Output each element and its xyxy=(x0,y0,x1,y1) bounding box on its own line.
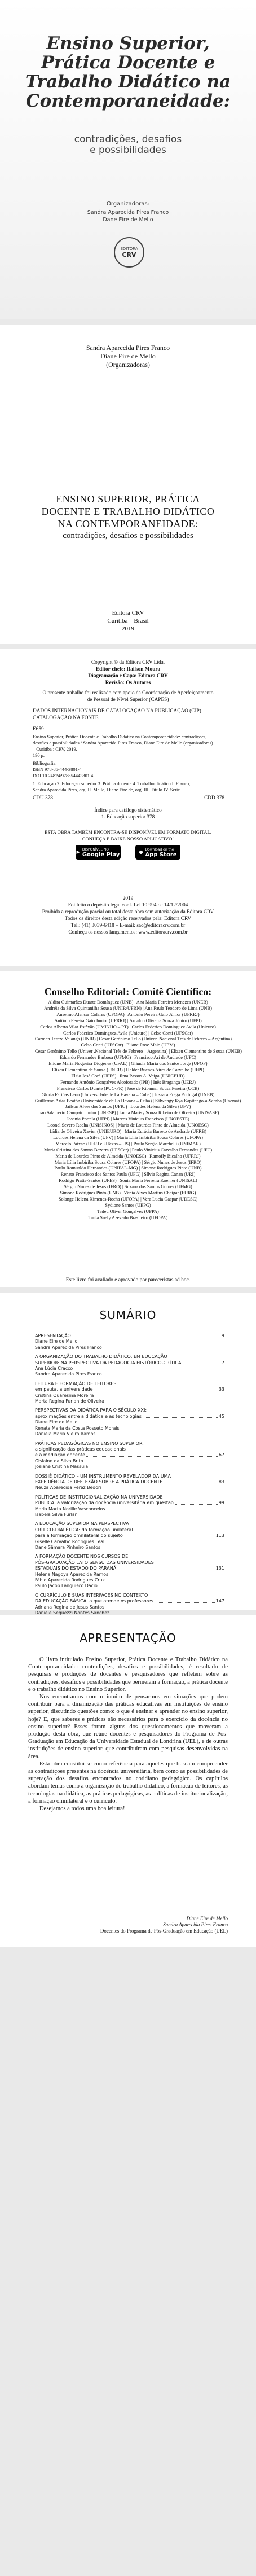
toc-entry-title: DOSSIÊ DIDÁTICO – UM INSTRUMENTO REVELADOR DA UMA xyxy=(35,1473,171,1479)
board-member: Carlos Alberto Vilar Estêvão (UMINHO – PT) | Carlos Federico Dominguez Avila (Unieuro) xyxy=(40,1024,216,1029)
cover-title-line: Contemporaneidade: xyxy=(25,91,231,111)
presentation-signature: Diane Eire de Mello xyxy=(186,1916,228,1921)
toc-author: Daniele Sequezzi Nantes Sanchez xyxy=(35,1610,110,1616)
toc-author: Giselle Carvalho Rodrigues Leal xyxy=(35,1539,105,1544)
index-title: Índice para catálogo sistemático xyxy=(94,808,162,813)
catalog-line: 1. Educação 2. Educação superior 3. Prática docente 4. Trabalho didático I. Franco, xyxy=(33,781,191,786)
toc-entry[interactable] xyxy=(35,1495,224,1518)
google-play-badge[interactable] xyxy=(76,845,121,860)
index-item: 1. Educação superior 378 xyxy=(101,814,155,820)
toc-entry[interactable] xyxy=(35,1333,224,1351)
toc-author: Sandra Aparecida Pires Franco xyxy=(35,1344,102,1350)
half-organizer: Diane Eire de Mello xyxy=(100,352,156,360)
toc-entry-title: O CURRÍCULO E SUAS INTERFACES NO CONTEXTO xyxy=(35,1592,148,1598)
toc-entry[interactable] xyxy=(35,1408,224,1437)
app-badges xyxy=(0,845,256,860)
presentation-paragraph: Esta obra constitui-se como referência para aqueles que buscam compreender as contradições presentes na docência universitária, bem como as possibilidades de superação dos desafios encontrados no cotidiano pedagógico. Os capítulos abordam temas como a organização do trabalho didático, a formação de leitores, as tecnologias na didática, as práticas pedagógicas, as políticas de institucionalização, a formação omnilateral e o currículo. xyxy=(28,1760,228,1804)
cover-subtitle xyxy=(23,134,233,156)
toc-author: Dane Sâmara Pinheiro Santos xyxy=(35,1545,100,1550)
app-store-badge[interactable] xyxy=(135,845,180,860)
funding-line: O presente trabalho foi realizado com apoio da Coordenação de Aperfeiçoamento xyxy=(42,690,214,696)
legal-line: Foi feito o depósito legal conf. Lei 10.994 de 14/12/2004 xyxy=(68,903,188,908)
toc-author: Josiane Cristina Massuia xyxy=(35,1464,89,1470)
toc-entry[interactable] xyxy=(35,1441,224,1470)
cip-heading: DADOS INTERNACIONAIS DE CATALOGAÇÃO NA PUBLICAÇÃO (CIP) xyxy=(33,708,201,714)
cip-subheading: CATALOGAÇÃO NA FONTE xyxy=(33,715,99,721)
toc-leader-dots xyxy=(164,1479,218,1483)
toc-entry[interactable] xyxy=(35,1354,224,1378)
toc-author: Isabela Silva Furlan xyxy=(35,1512,78,1517)
half-city: Curitiba – Brasil xyxy=(107,617,149,624)
toc-entry-title: LEITURA E FORMAÇÃO DE LEITORES: xyxy=(35,1381,118,1386)
board-member: Eduardo Fernandes Barbosa (UFMG) | Francisco Ari de Andrade (UFC) xyxy=(60,1055,196,1061)
board-member: Aldira Guimarães Duarte Domínguez (UNB) | Ana Maria Ferreira Menezes (UNEB) xyxy=(48,1000,208,1005)
toc-entry[interactable] xyxy=(35,1381,224,1405)
ebook-line: ESTA OBRA TAMBÉM ENCONTRA-SE DISPONÍVEL EM FORMATO DIGITAL. xyxy=(45,829,211,835)
logo-crv-text: CRV xyxy=(122,251,136,259)
toc-author: Adriana Regina de Jesus Santos xyxy=(35,1604,105,1610)
presentation-body xyxy=(28,1656,228,1812)
half-year: 2019 xyxy=(122,625,134,632)
half-publisher: Editora CRV xyxy=(112,610,144,616)
toc-entry[interactable] xyxy=(35,1521,224,1550)
editorial-board-page xyxy=(0,971,256,1287)
table-of-contents-page xyxy=(0,1293,256,1616)
board-member: Sérgio Nunes de Jesus (IFRO) | Suzana dos Santos Gomes (UFMG) xyxy=(64,1184,192,1190)
copyright-page xyxy=(0,649,256,966)
funding-line: de Pessoal de Nível Superior (CAPES) xyxy=(87,697,169,703)
toc-author: Ana Lúcia Cracco xyxy=(35,1366,73,1372)
catalog-line: DOI 10.24824/978854443801.4 xyxy=(33,773,94,778)
board-members-list xyxy=(35,1000,242,1221)
board-member: Francisco Carlos Duarte (PUC-PR) | José de Ribamar Sousa Pereira (UCB) xyxy=(56,1085,200,1091)
cover-page xyxy=(0,0,256,319)
toc-author: Maria Marta Norille Vasconcelos xyxy=(35,1506,105,1512)
design-line: Diagramação e Capa: Editora CRV xyxy=(88,673,168,679)
toc-page-number: 83 xyxy=(218,1479,224,1484)
toc-entry-title: EXPERIÊNCIA DE REFLEXÃO SOBRE A PRÁTICA DOCENTE xyxy=(35,1479,163,1484)
presentation-paragraph: Nos encontramos com o intuito de pensarmos em situações que podem contribuir para a dinamização das práticas educativas em instituições de ensino superior, discutindo questões como: o que é ensinar e aprender no ensino superior, hoje? E, que saberes e práticas são necessários para o exercício da docência no ensino superior? Esses foram alguns dos questionamentos que moveram a produção desta obra, que reúne docentes e pesquisadores do Programa de Pós-Graduação em Educação da Universidade Estadual de Londrina (UEL), e de outras instituições de ensino superior, que contribuíram com pesquisas desenvolvidas na área. xyxy=(28,1694,228,1760)
board-member: Antônio Pereira Gaio Júnior (UFRRJ) | Arnaldo Oliveira Souza Júnior (UFPI) xyxy=(54,1018,202,1023)
review-line: Revisão: Os Autores xyxy=(105,680,151,686)
toc-author: Gislaine da Silva Brito xyxy=(35,1458,83,1464)
half-title-page xyxy=(0,325,256,644)
legal-line: Tel.: (41) 3039-6418 – E-mail: sac@editoracrv.com.br xyxy=(70,923,186,928)
catalog-line: Bibliografia xyxy=(33,761,56,766)
toc-entry-title: SUPERIOR: NA PERSPECTIVA DA PEDAGOGIA HISTÓRICO-CRÍTICA xyxy=(35,1360,182,1365)
toc-page-number: 67 xyxy=(218,1452,224,1458)
half-organizer: Sandra Aparecida Pires Franco xyxy=(86,344,170,352)
board-member: Élsio José Corá (UFFS) | Ilma Passos A. Veiga (UNICEUB) xyxy=(71,1073,185,1079)
app-store-small: Download on the xyxy=(145,848,174,852)
board-member: Carlos Federico Dominguez Avila (Unieuro) | Celso Conti (UFSCar) xyxy=(63,1030,193,1036)
toc-entry-title: ESTADUAIS DO ESTADO DO PARANÁ xyxy=(35,1566,117,1571)
board-member: Guillermo Arias Beatón (Universidade de La Havana – Cuba) | Kilwangy Kya Kapitango-a-Samba (Unemat) xyxy=(35,1098,241,1103)
board-member: Sydione Santos (UEPG) xyxy=(105,1202,151,1208)
board-member: Elizeu Clementino de Souza (UNEB) | Helder Buenos Aires de Carvalho (UFPI) xyxy=(52,1067,204,1072)
catalog-line: – Curitiba : CRV, 2019. xyxy=(33,747,77,752)
board-member: Cesar Gerónimo Tello (Univer .Nacional Três de Febrero – Argentina) | Elizeu Clementino de Souza (UNEB) xyxy=(35,1049,242,1054)
board-member: Paulo Romualdo Hernandes (UNIFAL-MG) | Simone Rodrigues Pinto (UNB) xyxy=(54,1166,202,1171)
board-member: Tania Suely Azevedo Brasileiro (UFOPA) xyxy=(88,1215,168,1220)
toc-entry-title: PÚBLICA: a valorização da docência universitária em questão xyxy=(35,1500,174,1506)
cover-organizers-label: Organizadoras: xyxy=(106,201,150,207)
copyright-line: Copyright © da Editora CRV Ltda. xyxy=(91,660,165,665)
cover-subtitle-line: contradições, desafios xyxy=(74,134,182,145)
toc-page-number: 45 xyxy=(218,1413,224,1419)
half-title xyxy=(17,493,239,530)
toc-leader-dots xyxy=(124,1533,215,1537)
catalog-line: desafios e possibilidades / Sandra Aparecida Pires Franco, Diane Eire de Mello (organizadoras) xyxy=(33,741,213,746)
board-member: Elione Maria Nogueira Diogenes (UFAL) | Gláucia Maria dos Santos Jorge (UFOP) xyxy=(48,1061,208,1067)
board-member: Carmen Tereza Velanga (UNIR) | Cesar Gerónimo Tello (Univer .Nacional Três de Febrero – Argentina) xyxy=(35,1036,232,1042)
toc-author: Neuza Aparecida Perez Bedori xyxy=(35,1485,101,1491)
toc-entry-title: A EDUCAÇÃO SUPERIOR NA PERSPECTIVA xyxy=(35,1521,129,1527)
toc-entry-title: PÓS-GRADUAÇÃO LATO SENSU DAS UNIVERSIDADES xyxy=(35,1559,154,1565)
presentation-signature: Sandra Aparecida Pires Franco xyxy=(163,1922,228,1927)
toc-leader-dots xyxy=(155,1598,215,1602)
toc-entry-title: POLÍTICAS DE INSTITUCIONALIZAÇÃO NA UNIVERSIDADE xyxy=(35,1494,163,1500)
board-member: Tadeu Oliver Gonçalves (UFPA) xyxy=(97,1208,159,1214)
toc-author: Daniela Maria Vieira Ramos xyxy=(35,1431,96,1437)
board-title-right: Comitê Científico: xyxy=(131,986,212,997)
board-member: Jailson Alves dos Santos (UFRJ) | Lourdes Helena da Silva (UFV) xyxy=(65,1104,191,1110)
apple-icon: ● xyxy=(139,849,143,855)
cover-subtitle-line: e possibilidades xyxy=(90,144,166,156)
toc-author: Renata Maria da Costa Rosseto Morais xyxy=(35,1425,120,1431)
cover-title-line: Prática Docente e xyxy=(41,52,215,73)
ebook-line: CONHEÇA E BAIXE NOSSO APLICATIVO! xyxy=(82,836,174,842)
half-title-line: NA CONTEMPORANEIDADE: xyxy=(58,518,198,529)
board-note: Este livro foi avaliado e aprovado por pareceristas ad hoc. xyxy=(65,1277,191,1283)
catalog-line: Ensino Superior, Prática Docente e Trabalho Didático na Contemporaneidade: contradições, xyxy=(33,734,207,739)
catalog-line: ISBN 978-85-444-3801-4 xyxy=(33,767,82,772)
cover-organizer: Sandra Aparecida Pires Franco xyxy=(87,209,169,216)
classification-row xyxy=(33,795,224,801)
toc-entry-title: a significação das práticas educacionais xyxy=(35,1446,126,1452)
board-member: Andréia da Silva Quintanilha Sousa (UNIR/UFRN) | Ana Paula Teodoro de Lima (UNB) xyxy=(44,1005,212,1011)
editor-line: Editor-chefe: Railson Moura xyxy=(95,667,161,672)
half-title-line: DOCENTE E TRABALHO DIDÁTICO xyxy=(41,506,215,517)
toc-leader-dots xyxy=(72,1333,220,1337)
cip-code: E659 xyxy=(33,726,44,732)
board-title-left: Conselho Editorial: xyxy=(44,986,130,997)
toc-leader-dots xyxy=(86,1452,218,1456)
board-member: Simone Rodrigues Pinto (UNB) | Vânia Alves Martins Chaigar (FURG) xyxy=(60,1190,196,1196)
toc-author: Diane Eire de Mello xyxy=(35,1339,78,1344)
toc-author: Marta Regina Furlan de Oliveira xyxy=(35,1399,105,1404)
toc-author: Sandra Aparecida Pires Franco xyxy=(35,1372,102,1377)
toc-entry-title: em pauta, a universidade xyxy=(35,1387,93,1392)
board-member: Maria Lília Imbiriba Sousa Colares (UFOPA) | Sérgio Nunes de Jesus (IFRO) xyxy=(54,1159,202,1165)
half-title-line: ENSINO SUPERIOR, PRÁTICA xyxy=(56,493,200,505)
toc-leader-dots xyxy=(143,1414,218,1418)
legal-line: Conheça os nossos lançamentos: www.editoracrv.com.br xyxy=(68,930,188,935)
board-member: João Adalberto Campato Junior (UNESP) | Lucia Marisy Souza Ribeiro de Oliveira (UNIVASF) xyxy=(37,1110,219,1116)
toc-author: Helena Nagoya Aparecida Ramos xyxy=(35,1571,109,1577)
cover-title xyxy=(23,34,233,111)
toc-page-number: 147 xyxy=(215,1598,224,1604)
play-icon: ▶ xyxy=(76,849,80,855)
presentation-signature: Docentes do Programa de Pós-Graduação em Educação (UEL) xyxy=(100,1928,228,1934)
toc-leader-dots xyxy=(117,1566,215,1570)
board-member: Maria Cristina dos Santos Bezerra (UFSCar) | Paulo Vinicius Carvalho Fernandes (UFC) xyxy=(43,1147,213,1153)
app-store-label: App Store xyxy=(145,852,177,858)
toc-entry-title: PRÁTICAS PEDAGÓGICAS NO ENSINO SUPERIOR: xyxy=(35,1440,144,1446)
google-play-label: Google Play xyxy=(82,852,120,858)
catalog-line: Sandra Aparecida Pires, org. II. Mello, Diane Eire de, org. III. Título IV. Série. xyxy=(33,787,182,792)
board-member: Renato Francisco dos Santos Paula (UFG) | Sílvia Regina Canan (URI) xyxy=(60,1172,196,1177)
toc-page-number: 9 xyxy=(221,1333,224,1338)
toc-title: SUMÁRIO xyxy=(99,1308,157,1322)
cover-title-line: Trabalho Didático na xyxy=(25,72,231,92)
google-play-small: DISPONÍVEL NO xyxy=(82,848,109,852)
toc-entry-title: A FORMAÇÃO DOCENTE NOS CURSOS DE xyxy=(35,1554,129,1559)
toc-leader-dots xyxy=(182,1360,217,1364)
presentation-paragraph: Desejamos a todos uma boa leitura! xyxy=(39,1806,125,1812)
cover-title-line: Ensino Superior, xyxy=(46,33,210,54)
board-member: Anselmo Alencar Colares (UFOPA) | Antônio Pereira Gaio Júnior (UFRRJ) xyxy=(56,1011,200,1017)
toc-entry-title: PERSPECTIVAS DA DIDÁTICA PARA O SÉCULO XXI: xyxy=(35,1408,147,1413)
toc-entry-title: A ORGANIZAÇÃO DO TRABALHO DIDÁTICO: EM EDUCAÇÃO xyxy=(35,1354,167,1360)
board-member: Marcelo Paixão (UFRJ e UTexas – US) | Paulo Sérgio Marchelli (UNIMAR) xyxy=(55,1141,201,1146)
toc-leader-dots xyxy=(94,1387,218,1391)
toc-leader-dots xyxy=(175,1500,218,1504)
catalog-line: 190 p. xyxy=(33,753,45,758)
toc-entry[interactable] xyxy=(35,1474,224,1491)
toc-author: Diane Eire de Mello xyxy=(35,1420,78,1425)
copyright-year: 2019 xyxy=(122,896,134,901)
toc-entry[interactable] xyxy=(35,1554,224,1589)
half-subtitle: contradições, desafios e possibilidades xyxy=(63,531,193,540)
presentation-page xyxy=(0,1615,256,1947)
presentation-title: APRESENTAÇÃO xyxy=(80,1631,176,1645)
legal-line: Todos os direitos desta edição reservados pela: Editora CRV xyxy=(64,916,192,922)
board-title xyxy=(0,986,256,998)
crv-logo-icon xyxy=(114,237,144,268)
half-organizers-label: (Organizadoras) xyxy=(106,361,150,369)
toc-author: Cristina Quaresma Moreira xyxy=(35,1392,94,1398)
legal-line: Proibida a reprodução parcial ou total desta obra sem autorização da Editora CRV xyxy=(42,909,214,915)
cdd-code: CDD 378 xyxy=(204,795,224,801)
board-member: Rodrigo Pratte-Santos (UFES) | Sonia Maria Ferreira Koehler (UNISAL) xyxy=(59,1178,197,1184)
toc-entry-title: DA EDUCAÇÃO BÁSICA: a que atende os professores xyxy=(35,1598,153,1604)
toc-entry-title: para a formação omnilateral do sujeito xyxy=(35,1533,123,1539)
board-member: Leonel Severo Rocha (UNISINOS) | Maria de Lourdes Pinto de Almeida (UNOESC) xyxy=(47,1123,209,1128)
toc-author: Paulo Jacob Languisco Dacio xyxy=(35,1583,98,1589)
toc-page-number: 99 xyxy=(218,1500,224,1506)
toc-page-number: 33 xyxy=(218,1387,224,1392)
cdu-code: CDU 378 xyxy=(33,795,53,801)
toc-entry-title: APRESENTAÇÃO xyxy=(35,1333,71,1338)
presentation-paragraph: O livro intitulado Ensino Superior, Prática Docente e Trabalho Didático na Contemporaneidade: contradições, desafios e possibilidades, é resultado de pesquisas e produções de docentes e pesquisadores que refletem sobre as contradições, desafios e possibilidades que permeiam a formação, a prática docente e o trabalho didático no Ensino Superior. xyxy=(28,1657,228,1693)
board-member: Celso Conti (UFSCar) | Eliane Rose Maio (UEM) xyxy=(81,1042,175,1048)
toc-entry-title: e a mediação docente xyxy=(35,1452,85,1458)
board-member: Lourdes Helena da Silva (UFV) | Maria Lília Imbiriba Sousa Colares (UFOPA) xyxy=(53,1134,203,1140)
board-member: Gloria Fariñas León (Universidade de La Havana – Cuba) | Jussara Fraga Portugal (UNEB) xyxy=(41,1092,215,1097)
toc-page-number: 131 xyxy=(215,1566,224,1571)
board-member: Josania Portela (UFPI) | Marcos Vinicius Francisco (UNOESTE) xyxy=(67,1116,189,1122)
logo-editora-text: EDITORA xyxy=(120,246,138,251)
cover-organizer: Dane Eire de Mello xyxy=(103,217,153,223)
toc-entry-title: CRÍTICO-DIALÉTICA: da formação unilateral xyxy=(35,1527,133,1532)
toc-author: Fábio Aparecida Rodrigues Cruz xyxy=(35,1578,105,1583)
toc-list xyxy=(35,1333,224,1650)
toc-entry-title: aproximações entre a didática e as tecnologias xyxy=(35,1413,142,1419)
board-member: Maria de Lourdes Pinto de Almeida (UNOESC) | Ramofly Bicalho (UFRRJ) xyxy=(55,1153,201,1159)
board-member: Fernando Antônio Gonçalves Alcoforado (IPB) | Inês Bragança (UERJ) xyxy=(60,1079,196,1085)
toc-page-number: 17 xyxy=(218,1360,224,1365)
board-member: Solange Helena Ximenes-Rocha (UFOPA) | Vera Lucia Gaspar (UDESC) xyxy=(58,1197,198,1202)
toc-page-number: 113 xyxy=(215,1533,224,1539)
board-member: Lídia de Oliveira Xavier (UNIEURO) | Maria Eurácia Barreto de Andrade (UFRB) xyxy=(49,1129,207,1134)
